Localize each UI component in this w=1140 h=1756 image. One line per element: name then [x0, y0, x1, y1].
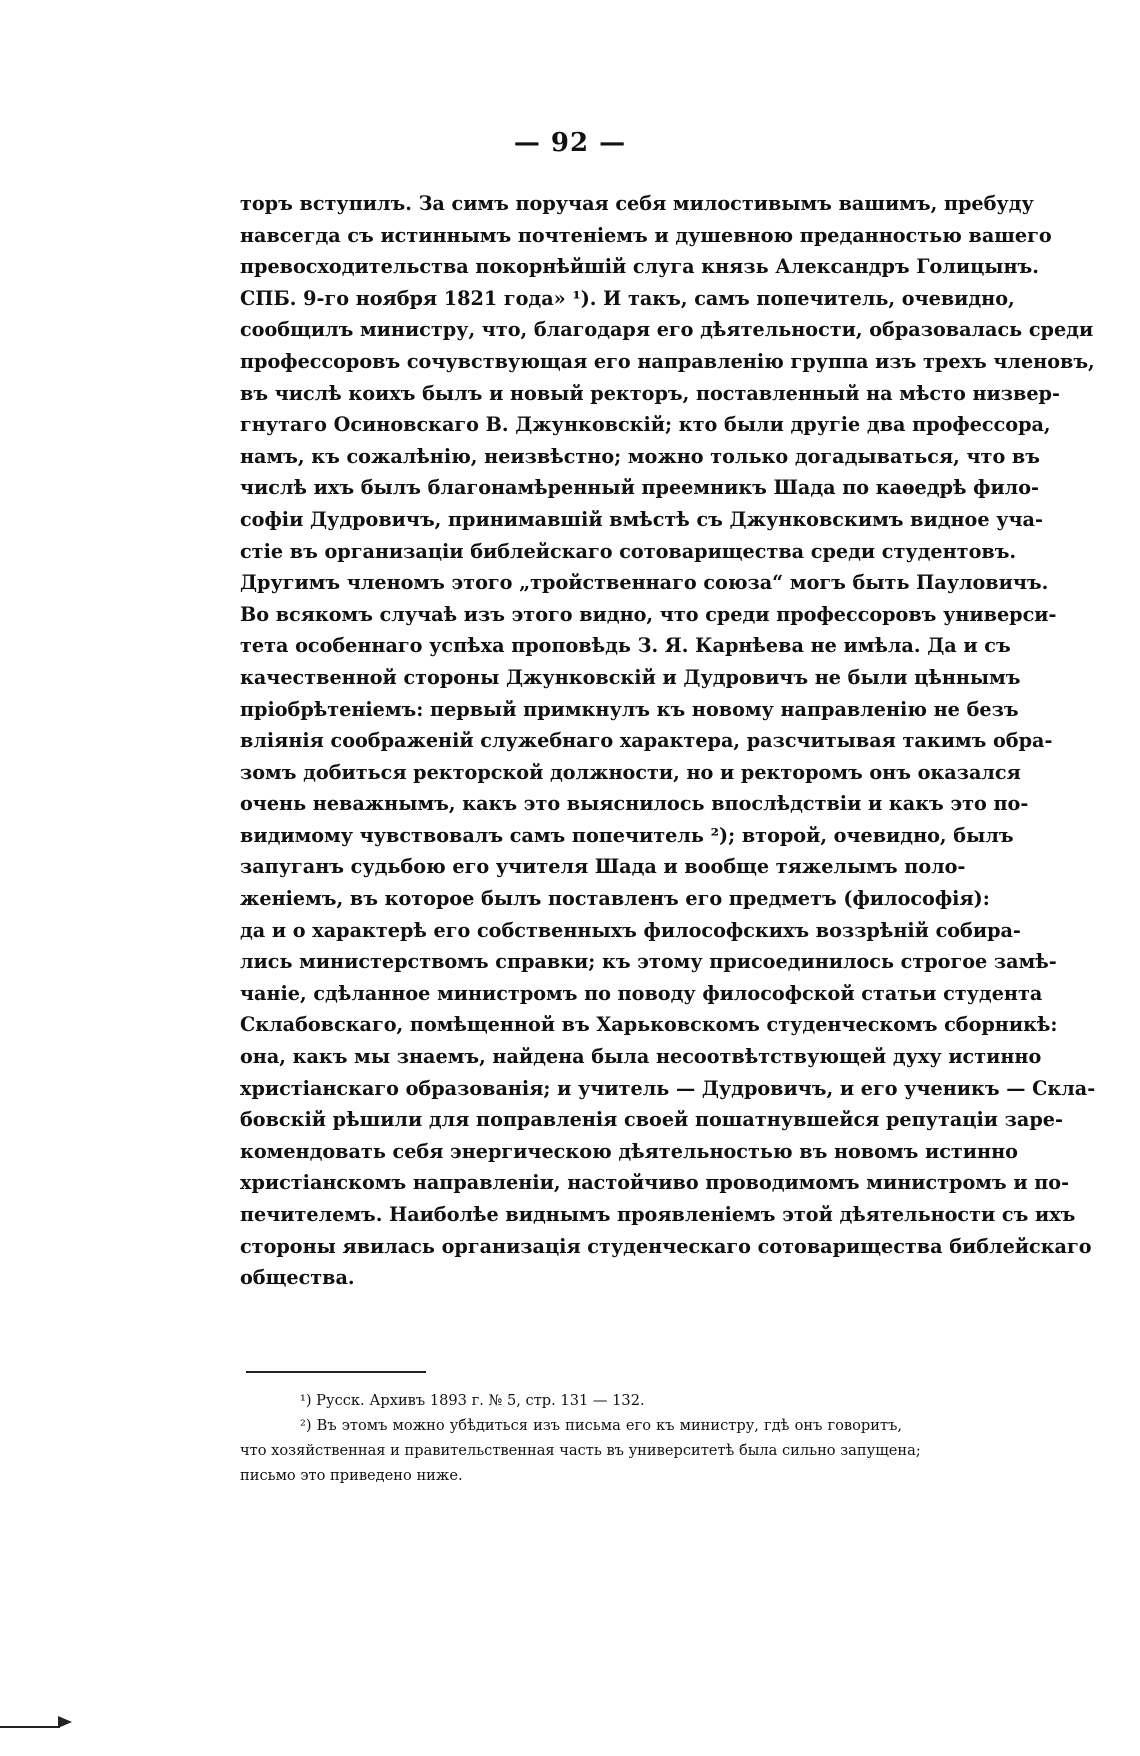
text-line: печителемъ. Наиболѣе виднымъ проявленіемъ этой дѣятельности съ ихъ [240, 1203, 1076, 1226]
text-line: женіемъ, въ которое былъ поставленъ его предметъ (философія): [240, 887, 990, 911]
text-line: тета особеннаго успѣха проповѣдь З. Я. Карнѣева не имѣла. Да и съ [240, 634, 1011, 658]
body-text [240, 188, 1096, 1294]
text-line: она, какъ мы знаемъ, найдена была несоотвѣтствующей духу истинно [240, 1045, 1042, 1069]
text-line: софіи Дудровичъ, принимавшій вмѣстѣ съ Джунковскимъ видное уча- [240, 507, 1043, 531]
text-line: гнутаго Осиновскаго В. Джунковскій; кто были другіе два профессора, [240, 413, 1051, 437]
text-line: Склабовскаго, помѣщенной въ Харьковскомъ студенческомъ сборникѣ: [240, 1013, 1058, 1037]
text-line: стіе въ организаціи библейскаго сотоварищества среди студентовъ. [240, 539, 1017, 563]
text-line: очень неважнымъ, какъ это выяснилось впослѣдствіи и какъ это по- [240, 792, 1029, 816]
text-line: намъ, къ сожалѣнію, неизвѣстно; можно только догадываться, что въ [240, 444, 1040, 468]
text-line: превосходительства покорнѣйшій слуга князь Александръ Голицынъ. [240, 255, 1039, 279]
text-line: въ числѣ коихъ былъ и новый ректоръ, поставленный на мѣсто низвер- [240, 381, 1060, 405]
text-line: сообщилъ министру, что, благодаря его дѣятельности, образовалась среди [240, 318, 1094, 342]
text-line: комендовать себя энергическою дѣятельностью въ новомъ истинно [240, 1139, 1018, 1163]
footnote-1: ¹) Русск. Архивъ 1893 г. № 5, стр. 131 — 132. [300, 1392, 645, 1409]
footnote-2-line: ²) Въ этомъ можно убѣдиться изъ письма его къ министру, гдѣ онъ говоритъ, [300, 1417, 902, 1434]
text-line: пріобрѣтеніемъ: первый примкнулъ къ новому направленію не безъ [240, 697, 1019, 721]
text-line: Во всякомъ случаѣ изъ этого видно, что среди профессоровъ универси- [240, 602, 1057, 626]
text-line: христіанскомъ направленіи, настойчиво проводимомъ министромъ и по- [240, 1171, 1070, 1195]
text-line: запуганъ судьбою его учителя Шада и вообще тяжелымъ поло- [240, 855, 966, 879]
footnote-rule [246, 1371, 426, 1373]
text-line: СПБ. 9-го ноября 1821 года» ¹). И такъ, самъ попечитель, очевидно, [240, 286, 1015, 310]
text-line: стороны явилась организація студенческаго сотоварищества библейскаго [240, 1234, 1092, 1258]
margin-mark-line [0, 1726, 60, 1728]
footnote-2-line: письмо это приведено ниже. [240, 1467, 463, 1484]
text-line: качественной стороны Джунковскій и Дудровичъ не были цѣннымъ [240, 665, 1021, 689]
text-line: торъ вступилъ. За симъ поручая себя милостивымъ вашимъ, пребуду [240, 192, 1034, 215]
page-number: — 92 — [513, 128, 627, 158]
text-line: видимому чувствовалъ самъ попечитель ²); второй, очевидно, былъ [240, 823, 1014, 847]
text-line: навсегда съ истиннымъ почтеніемъ и душевною преданностью вашего [240, 223, 1052, 247]
footnote-2-line: что хозяйственная и правительственная часть въ университетѣ была сильно запущена; [240, 1442, 921, 1459]
text-line: бовскій рѣшили для поправленія своей пошатнувшейся репутаціи заре- [240, 1108, 1063, 1132]
text-line: профессоровъ сочувствующая его направленію группа изъ трехъ членовъ, [240, 349, 1095, 373]
margin-arrow-icon [58, 1716, 72, 1728]
text-line: христіанскаго образованія; и учитель — Дудровичъ, и его ученикъ — Скла- [240, 1076, 1096, 1100]
text-line: чаніе, сдѣланное министромъ по поводу философской статьи студента [240, 981, 1043, 1005]
text-line: числѣ ихъ былъ благонамѣренный преемникъ Шада по каѳедрѣ фило- [240, 476, 1039, 500]
text-line: лись министерствомъ справки; къ этому присоединилось строгое замѣ- [240, 950, 1057, 974]
text-line: Другимъ членомъ этого „тройственнаго союза“ могъ быть Пауловичъ. [240, 571, 1049, 595]
footnotes [240, 1388, 921, 1488]
text-line: вліянія соображеній служебнаго характера, разсчитывая такимъ обра- [240, 729, 1053, 753]
text-line: зомъ добиться ректорской должности, но и ректоромъ онъ оказался [240, 760, 1021, 784]
text-line: общества. [240, 1266, 355, 1290]
text-line: да и о характерѣ его собственныхъ философскихъ воззрѣній собира- [240, 918, 1021, 942]
